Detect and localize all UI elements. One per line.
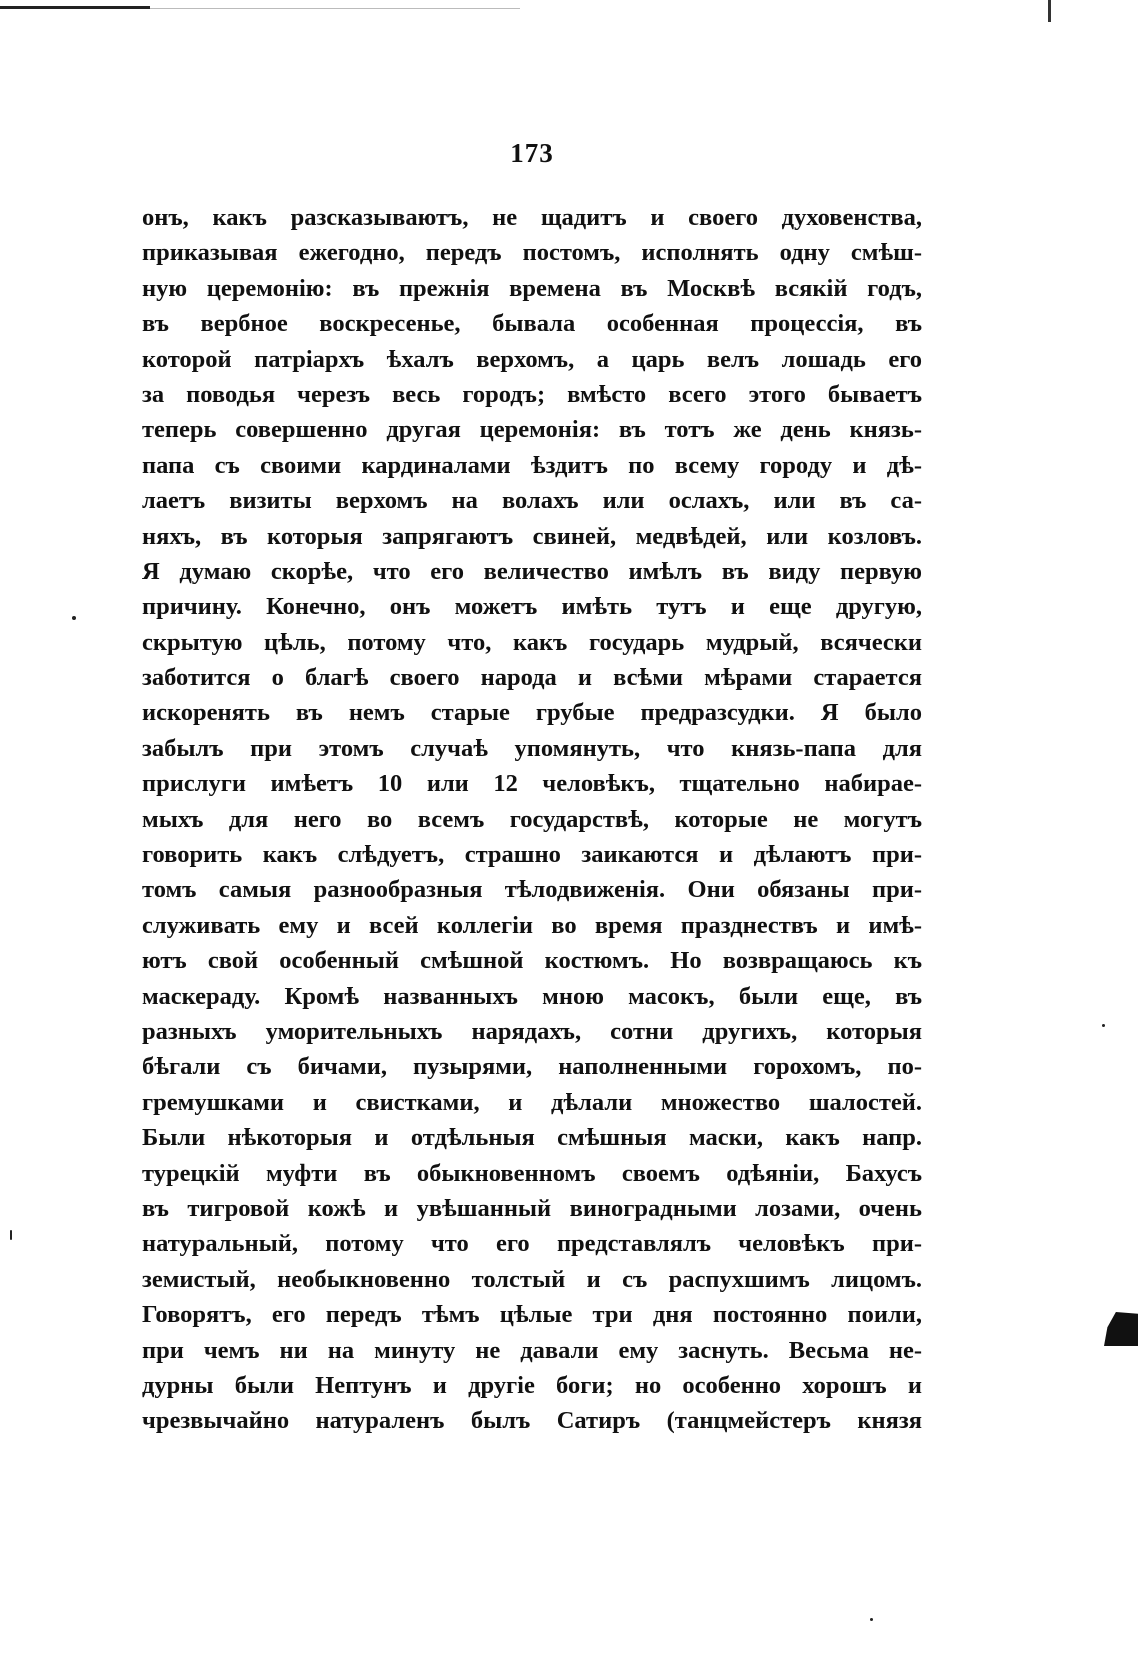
text-line: теперь совершенно другая церемонія: въ тотъ же день князь- (142, 416, 922, 444)
text-line: за поводья черезъ весь городъ; вмѣсто всего этого бываетъ (142, 380, 922, 408)
margin-speck (1102, 1024, 1105, 1027)
text-line: ютъ свой особенный смѣшной костюмъ. Но возвращаюсь къ (142, 947, 922, 975)
text-line: заботится о благѣ своего народа и всѣми мѣрами старается (142, 664, 922, 692)
text-line: которой патріархъ ѣхалъ верхомъ, а царь велъ лошадь его (142, 345, 922, 373)
text-line: говорить какъ слѣдуетъ, страшно заикаются и дѣлаютъ при- (142, 841, 922, 869)
margin-speck (10, 1230, 12, 1240)
text-line: Я думаю скорѣе, что его величество имѣлъ въ виду первую (142, 557, 922, 585)
text-line: прислуги имѣетъ 10 или 12 человѣкъ, тщательно набирае- (142, 770, 922, 798)
text-line: онъ, какъ разсказываютъ, не щадитъ и своего духовенства, (142, 204, 922, 231)
text-line: земистый, необыкновенно толстый и съ распухшимъ лицомъ. (142, 1265, 922, 1293)
body-text (142, 200, 922, 1439)
text-line: ную церемонію: въ прежнія времена въ Москвѣ всякій годъ, (142, 274, 922, 302)
text-line: няхъ, въ которыя запрягаютъ свиней, медвѣдей, или козловъ. (142, 522, 922, 550)
text-line: дурны были Нептунъ и другіе боги; но особенно хорошъ и (142, 1371, 922, 1399)
text-line: служивать ему и всей коллегіи во время празднествъ и имѣ- (142, 911, 922, 939)
text-line: турецкій муфти въ обыкновенномъ своемъ одѣяніи, Бахусъ (142, 1159, 922, 1187)
text-line: причину. Конечно, онъ можетъ имѣть тутъ и еще другую, (142, 593, 922, 621)
text-line: при чемъ ни на минуту не давали ему заснуть. Весьма не- (142, 1336, 922, 1364)
text-line: искоренять въ немъ старые грубые предразсудки. Я было (142, 699, 922, 727)
text-line: лаетъ визиты верхомъ на волахъ или ослахъ, или въ са- (142, 487, 922, 515)
text-line: въ вербное воскресенье, бывала особенная процессія, въ (142, 310, 922, 338)
margin-speck (870, 1618, 873, 1621)
margin-speck (72, 616, 76, 620)
ink-blot (1104, 1312, 1138, 1346)
page-number: 173 (510, 138, 554, 168)
text-line: гремушками и свистками, и дѣлали множество шалостей. (142, 1088, 922, 1116)
text-line: приказывая ежегодно, передъ постомъ, исполнять одну смѣш- (142, 239, 922, 267)
top-edge-mark (1048, 0, 1051, 22)
text-line: забылъ при этомъ случаѣ упомянуть, что князь-папа для (142, 734, 922, 762)
text-line: папа съ своими кардиналами ѣздитъ по всему городу и дѣ- (142, 451, 922, 479)
top-edge-rule (0, 6, 150, 9)
text-line: Говорятъ, его передъ тѣмъ цѣлые три дня постоянно поили, (142, 1301, 922, 1329)
text-line: разныхъ уморительныхъ нарядахъ, сотни другихъ, которыя (142, 1017, 922, 1045)
text-line: скрытую цѣль, потому что, какъ государь мудрый, всячески (142, 628, 922, 656)
text-line: томъ самыя разнообразныя тѣлодвиженія. Они обязаны при- (142, 876, 922, 904)
text-line: мыхъ для него во всемъ государствѣ, которые не могутъ (142, 805, 922, 833)
text-line: въ тигровой кожѣ и увѣшанный виноградными лозами, очень (142, 1194, 922, 1222)
text-line: натуральный, потому что его представлялъ человѣкъ при- (142, 1230, 922, 1258)
text-line: Были нѣкоторыя и отдѣльныя смѣшныя маски, какъ напр. (142, 1124, 922, 1152)
text-line: бѣгали съ бичами, пузырями, наполненными горохомъ, по- (142, 1053, 922, 1081)
text-line: чрезвычайно натураленъ былъ Сатиръ (танцмейстеръ князя (142, 1407, 922, 1435)
top-edge-thin-rule (150, 8, 520, 9)
text-line: маскераду. Кромѣ названныхъ мною масокъ, были еще, въ (142, 982, 922, 1010)
